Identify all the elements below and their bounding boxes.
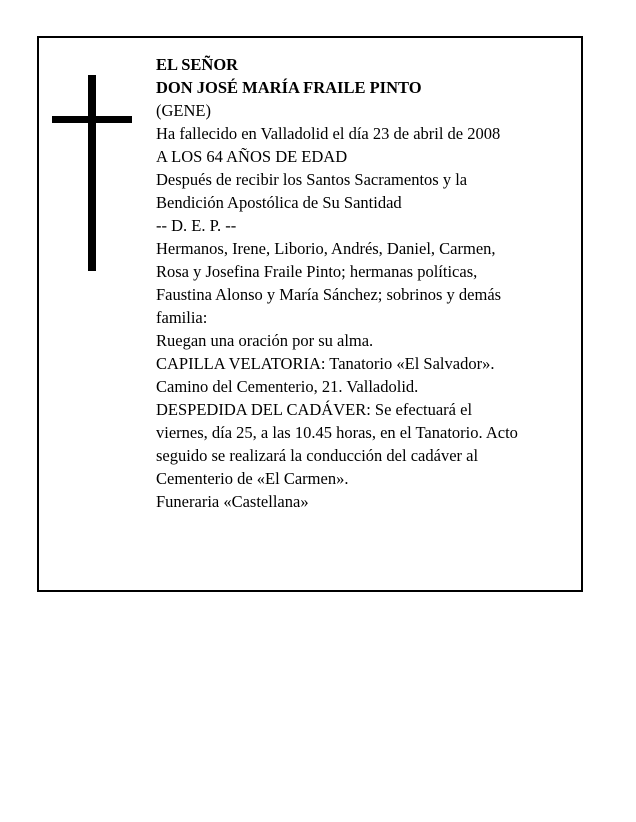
dep-line: -- D. E. P. -- — [156, 216, 237, 235]
family-line-2: Rosa y Josefina Fraile Pinto; hermanas políticas, — [156, 262, 478, 281]
chapel-line-2: Camino del Cementerio, 21. Valladolid. — [156, 377, 419, 396]
sacraments-line-2: Bendición Apostólica de Su Santidad — [156, 193, 402, 212]
farewell-line-2: viernes, día 25, a las 10.45 horas, en el Tanatorio. Acto — [156, 423, 518, 442]
chapel-line-1: CAPILLA VELATORIA: Tanatorio «El Salvador». — [156, 354, 495, 373]
farewell-line-4: Cementerio de «El Carmen». — [156, 469, 349, 488]
obituary-text — [156, 53, 576, 513]
death-info: Ha fallecido en Valladolid el día 23 de abril de 2008 — [156, 124, 501, 143]
deceased-name: DON JOSÉ MARÍA FRAILE PINTO — [156, 78, 422, 97]
prayer-line: Ruegan una oración por su alma. — [156, 331, 374, 350]
family-line-3: Faustina Alonso y María Sánchez; sobrinos y demás — [156, 285, 502, 304]
farewell-line-1: DESPEDIDA DEL CADÁVER: Se efectuará el — [156, 400, 473, 419]
family-line-4: familia: — [156, 308, 208, 327]
title-line-1: EL SEÑOR — [156, 55, 239, 74]
family-line-1: Hermanos, Irene, Liborio, Andrés, Daniel, Carmen, — [156, 239, 496, 258]
cross-icon-bar — [52, 116, 132, 123]
farewell-line-3: seguido se realizará la conducción del cadáver al — [156, 446, 479, 465]
sacraments-line-1: Después de recibir los Santos Sacramentos y la — [156, 170, 468, 189]
cross-icon — [88, 75, 96, 271]
funeral-home: Funeraria «Castellana» — [156, 492, 309, 511]
age-line: A LOS 64 AÑOS DE EDAD — [156, 147, 348, 166]
nickname: (GENE) — [156, 101, 211, 120]
